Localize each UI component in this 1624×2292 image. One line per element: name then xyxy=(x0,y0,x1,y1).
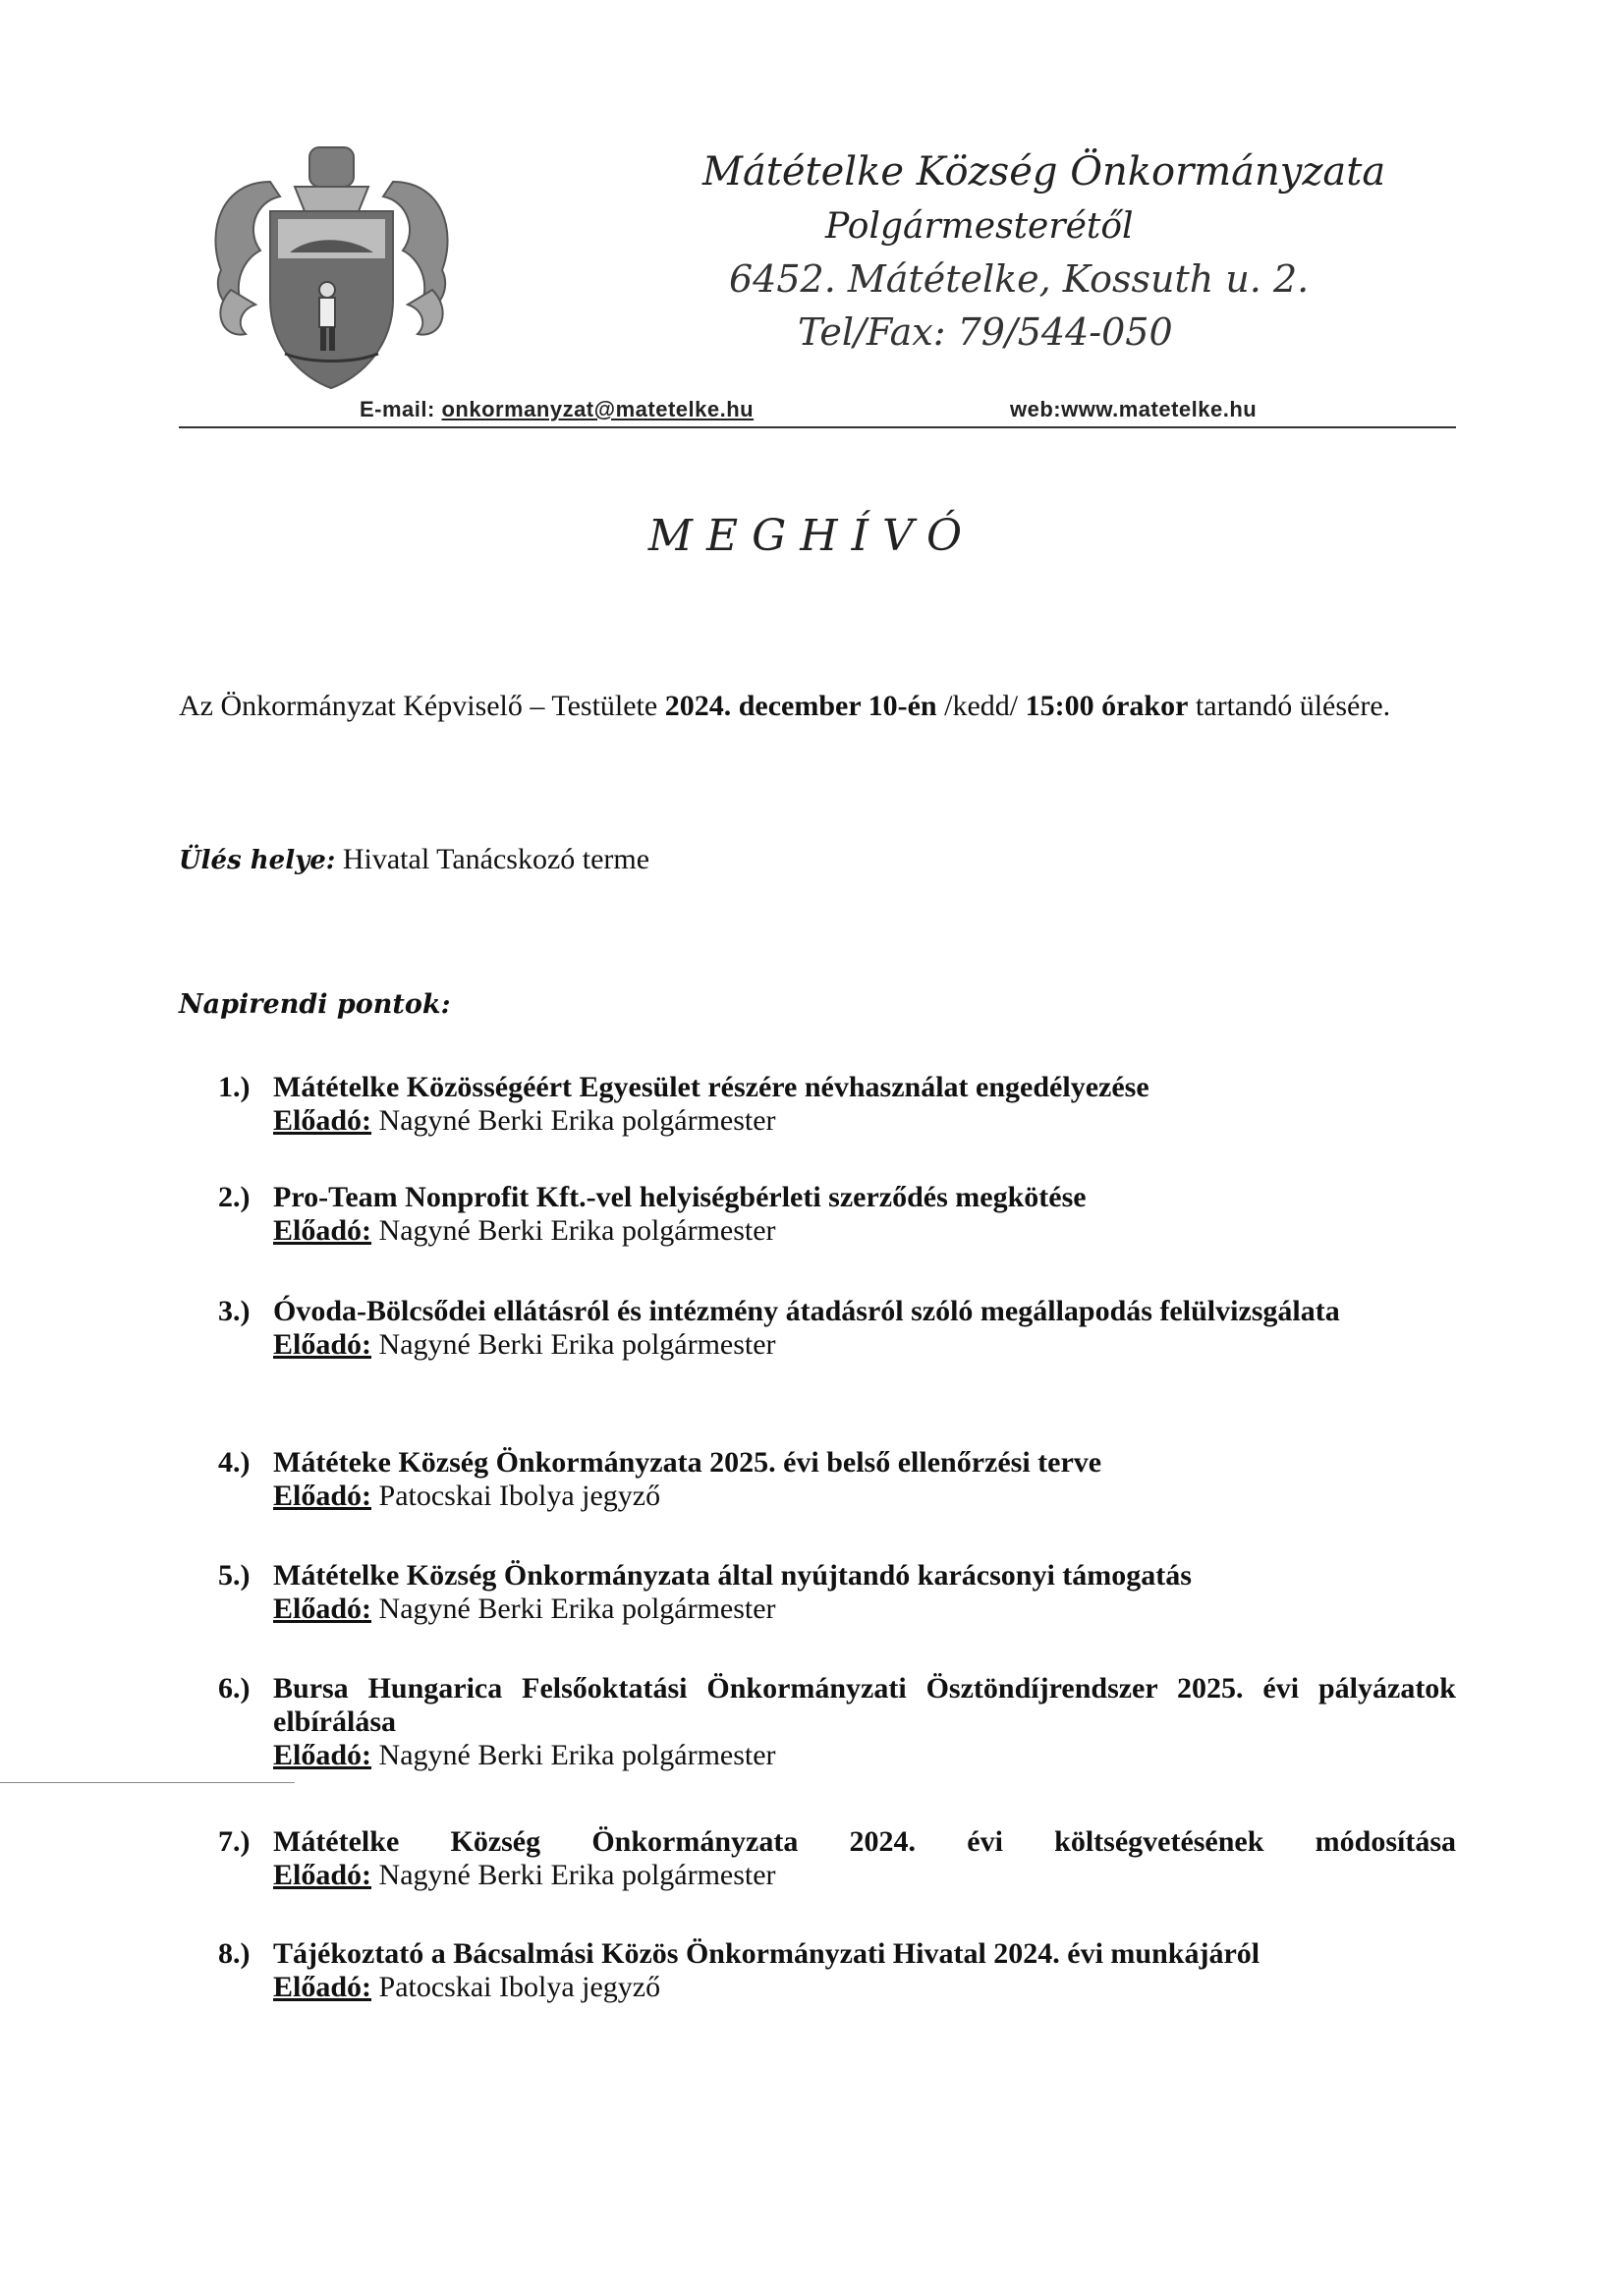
agenda-label: Napirendi pontok: xyxy=(179,989,451,1020)
agenda-item-number: 8.) xyxy=(218,1937,251,1970)
intro-text-2: /kedd/ xyxy=(936,690,1026,722)
agenda-item-number: 7.) xyxy=(218,1825,251,1858)
presenter-label: Előadó: xyxy=(273,1104,372,1137)
agenda-item-number: 4.) xyxy=(218,1446,251,1479)
presenter-name: Nagyné Berki Erika polgármester xyxy=(371,1859,776,1891)
agenda-item-title: Óvoda-Bölcsődei ellátásról és intézmény átadásról szóló megállapodás felülvizsgálata xyxy=(273,1295,1340,1327)
web-link[interactable]: web:www.matetelke.hu xyxy=(1010,397,1258,421)
agenda-item xyxy=(218,1295,1456,1362)
presenter-label: Előadó: xyxy=(273,1328,372,1361)
venue-value: Hivatal Tanácskozó terme xyxy=(335,843,650,875)
presenter-label: Előadó: xyxy=(273,1214,372,1247)
letterhead-address: 6452. Mátételke, Kossuth u. 2. xyxy=(729,257,1310,301)
agenda-item xyxy=(218,1071,1456,1138)
header-divider xyxy=(179,426,1456,428)
agenda-item-number: 2.) xyxy=(218,1181,251,1213)
meeting-time: 15:00 órakor xyxy=(1025,690,1189,722)
scan-artifact-line xyxy=(0,1782,295,1783)
agenda-item-presenter xyxy=(273,1214,1456,1248)
agenda-item-number: 5.) xyxy=(218,1559,251,1592)
presenter-label: Előadó: xyxy=(273,1593,372,1625)
agenda-item-title: Mátételke Község Önkormányzata 2024. évi költségvetésének módosítása xyxy=(273,1825,1456,1858)
agenda-item-presenter xyxy=(273,1104,1456,1138)
agenda-item-title: Bursa Hungarica Felsőoktatási Önkormányzati Ösztöndíjrendszer 2025. évi pályázatok elbírálása xyxy=(273,1672,1456,1738)
agenda-item xyxy=(218,1825,1456,1892)
agenda-item xyxy=(218,1937,1456,2004)
meeting-date: 2024. december 10-én xyxy=(664,690,937,722)
agenda-item-presenter xyxy=(273,1480,1456,1513)
presenter-label: Előadó: xyxy=(273,1739,372,1771)
presenter-label: Előadó: xyxy=(273,1859,372,1891)
agenda-item-number: 1.) xyxy=(218,1071,251,1103)
email-label: E-mail: xyxy=(360,397,435,421)
agenda-item xyxy=(218,1181,1456,1248)
agenda-item-presenter xyxy=(273,1859,1456,1892)
email-link[interactable]: onkormanyzat@matetelke.hu xyxy=(441,397,755,421)
agenda-item-presenter xyxy=(273,1328,1456,1362)
presenter-name: Patocskai Ibolya jegyző xyxy=(371,1971,661,2003)
presenter-name: Nagyné Berki Erika polgármester xyxy=(371,1593,776,1625)
agenda-item xyxy=(218,1446,1456,1513)
presenter-name: Nagyné Berki Erika polgármester xyxy=(371,1739,776,1771)
letterhead-phone: Tel/Fax: 79/544-050 xyxy=(798,310,1173,354)
agenda-item-presenter xyxy=(273,1593,1456,1626)
contact-email-line xyxy=(360,397,754,422)
letterhead-office: Polgármesterétől xyxy=(825,206,1134,247)
presenter-label: Előadó: xyxy=(273,1480,372,1512)
venue-label: Ülés helye: xyxy=(179,846,336,875)
presenter-name: Nagyné Berki Erika polgármester xyxy=(371,1104,776,1137)
presenter-label: Előadó: xyxy=(273,1971,372,2003)
intro-text-1: Az Önkormányzat Képviselő – Testülete xyxy=(179,690,665,722)
agenda-item-title: Mátételke Község Önkormányzata által nyújtandó karácsonyi támogatás xyxy=(273,1559,1192,1592)
agenda-item xyxy=(218,1559,1456,1626)
presenter-name: Patocskai Ibolya jegyző xyxy=(371,1480,661,1512)
intro-paragraph xyxy=(179,688,1456,724)
agenda-item-number: 3.) xyxy=(218,1295,251,1327)
presenter-name: Nagyné Berki Erika polgármester xyxy=(371,1328,776,1361)
agenda-item-presenter xyxy=(273,1739,1456,1772)
agenda-item-title: Mátételke Közösségéért Egyesület részére névhasználat engedélyezése xyxy=(273,1071,1149,1103)
venue-line xyxy=(179,843,649,876)
letterhead-org-name: Mátételke Község Önkormányzata xyxy=(702,149,1386,195)
agenda-item-title: Tájékoztató a Bácsalmási Közös Önkormányzati Hivatal 2024. évi munkájáról xyxy=(273,1937,1260,1970)
intro-text-3: tartandó ülésére. xyxy=(1188,690,1391,722)
agenda-item xyxy=(218,1672,1456,1772)
agenda-item-title: Pro-Team Nonprofit Kft.-vel helyiségbérleti szerződés megkötése xyxy=(273,1181,1087,1213)
agenda-item-title: Mátéteke Község Önkormányzata 2025. évi belső ellenőrzési terve xyxy=(273,1446,1102,1479)
agenda-item-presenter xyxy=(273,1971,1456,2004)
agenda-item-number: 6.) xyxy=(218,1672,251,1705)
coat-of-arms-icon xyxy=(201,142,462,393)
document-title: MEGHÍVÓ xyxy=(647,511,977,561)
presenter-name: Nagyné Berki Erika polgármester xyxy=(371,1214,776,1247)
